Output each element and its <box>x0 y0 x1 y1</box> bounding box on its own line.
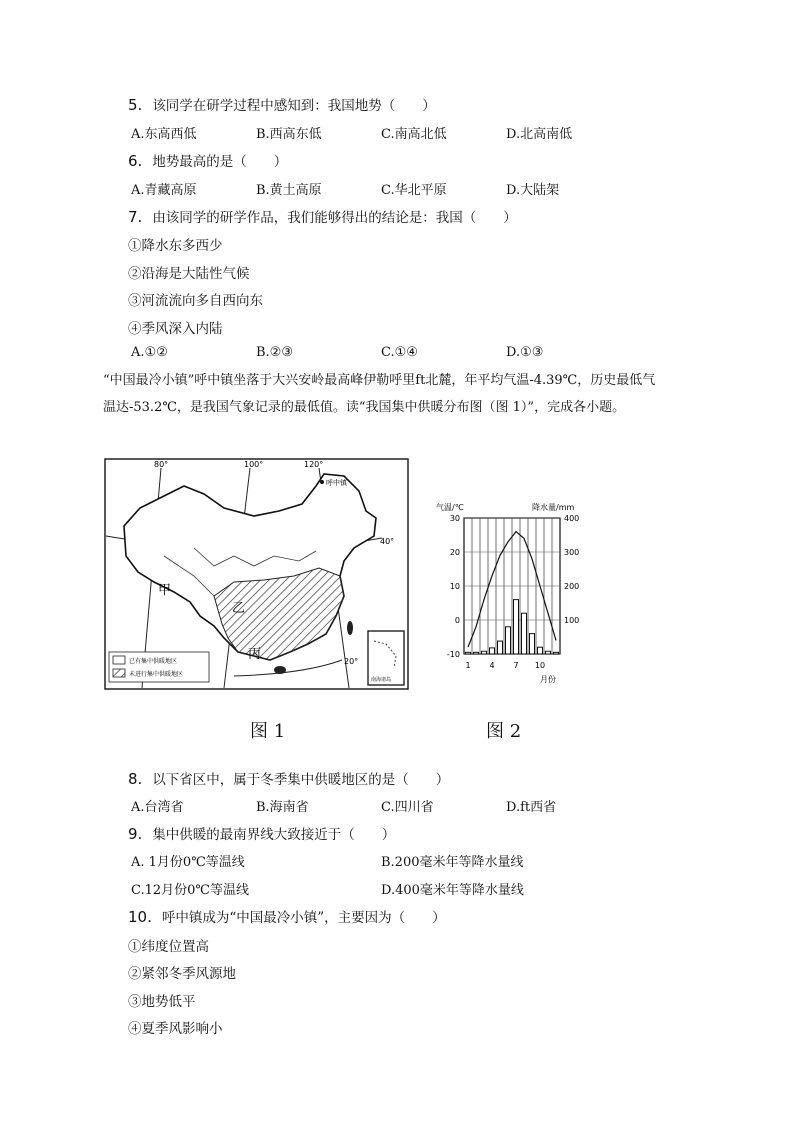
q6-options <box>128 179 688 197</box>
option-c: C.南高北低 <box>381 127 447 142</box>
right-tick-label: 200 <box>564 582 580 591</box>
legend-label: 已有集中供暖地区 <box>129 658 178 665</box>
left-tick-label: 0 <box>454 616 460 625</box>
climate-chart <box>430 496 595 686</box>
question-text: 该同学在研学过程中感知到：我国地势（ ） <box>152 98 436 114</box>
option-c: C.①④ <box>381 345 418 360</box>
question-text: 呼中镇成为“中国最冷小镇”，主要因为（ ） <box>161 910 446 926</box>
question-9 <box>128 823 395 843</box>
passage-line-1: “中国最冷小镇”呼中镇坐落于大兴安岭最高峰伊勒呼里ft北麓，年平均气温-4.39℃，历史最低气 <box>103 373 656 388</box>
precipitation-bar <box>538 647 543 654</box>
q7-item-2: ②沿海是大陆性气候 <box>128 266 250 282</box>
town-label: 呼中镇 <box>326 479 347 487</box>
reading-passage <box>103 367 703 421</box>
q8-options <box>128 796 688 814</box>
left-tick-label: 10 <box>449 582 460 591</box>
region-label-yi: 乙 <box>232 601 246 616</box>
x-tick-label: 7 <box>513 661 519 670</box>
q7-item-1: ①降水东多西少 <box>128 238 223 254</box>
option-c: C.华北平原 <box>381 183 447 198</box>
option-d: D.北高南低 <box>506 127 573 142</box>
question-8 <box>128 768 449 788</box>
precipitation-bar <box>514 600 519 654</box>
q10-item-2: ②紧邻冬季风源地 <box>128 966 236 982</box>
right-tick-label: 300 <box>564 548 580 557</box>
q9-options-row-2 <box>128 879 688 897</box>
option-b: B.②③ <box>256 345 293 360</box>
question-text: 以下省区中，属于冬季集中供暖地区的是（ ） <box>152 772 450 788</box>
precipitation-bar <box>474 652 479 654</box>
legend-label: 未进行集中供暖地区 <box>129 671 184 678</box>
option-d: D.400毫米年等降水量线 <box>381 883 524 898</box>
precipitation-bar <box>498 641 503 654</box>
option-a: A.①② <box>131 345 168 360</box>
q7-item-4: ④季风深入内陆 <box>128 321 223 337</box>
precipitation-bar <box>506 627 511 654</box>
longitude-label: 120° <box>304 460 324 469</box>
figure-2-caption: 图 2 <box>486 721 522 742</box>
option-b: B.200毫米年等降水量线 <box>381 855 524 870</box>
figure-1-caption: 图 1 <box>250 721 286 742</box>
precipitation-bar <box>546 651 551 654</box>
question-number: 7. <box>128 208 143 226</box>
option-c: C.四川省 <box>381 800 434 815</box>
left-tick-label: -10 <box>446 650 460 659</box>
q10-item-3: ③地势低平 <box>128 994 196 1010</box>
right-tick-label: 100 <box>564 616 580 625</box>
right-tick-label: 400 <box>564 514 580 523</box>
longitude-label: 80° <box>154 460 169 469</box>
q10-item-1: ①纬度位置高 <box>128 939 209 955</box>
q7-options <box>128 345 688 363</box>
question-number: 8. <box>128 770 143 788</box>
q7-item-3: ③河流流向多自西向东 <box>128 293 263 309</box>
precipitation-bar <box>482 651 487 654</box>
precipitation-bar <box>466 652 471 654</box>
region-label-bing: 丙 <box>248 647 262 662</box>
legend-swatch-unheated <box>113 669 125 677</box>
legend-swatch-heated <box>113 656 125 664</box>
precipitation-bar <box>530 634 535 654</box>
option-a: A.东高西低 <box>131 127 197 142</box>
left-tick-label: 20 <box>449 548 460 557</box>
option-a: A.青藏高原 <box>131 183 197 198</box>
passage-line-2: 温达-53.2℃，是我国气象记录的最低值。读“我国集中供暖分布图（图 1）”，完成各小题。 <box>103 400 626 415</box>
question-number: 6. <box>128 152 143 170</box>
question-text: 由该同学的研学作品，我们能够得出的结论是：我国（ ） <box>152 210 517 226</box>
x-tick-label: 4 <box>489 661 495 670</box>
x-unit: 月份 <box>540 675 556 684</box>
q5-options <box>128 123 688 141</box>
question-7 <box>128 206 517 226</box>
option-d: D.大陆架 <box>506 183 560 198</box>
left-tick-label: 30 <box>449 514 460 523</box>
question-5 <box>128 94 436 114</box>
taiwan-island <box>347 621 353 635</box>
right-axis-title: 降水量/mm <box>532 503 575 512</box>
latitude-label: 40° <box>380 537 395 546</box>
question-6 <box>128 150 287 170</box>
option-c: C.12月份0℃等温线 <box>131 883 249 898</box>
option-b: B.黄土高原 <box>256 183 322 198</box>
option-a: A. 1月份0℃等温线 <box>131 855 245 870</box>
question-text: 地势最高的是（ ） <box>152 154 288 170</box>
option-a: A.台湾省 <box>131 800 184 815</box>
question-text: 集中供暖的最南界线大致接近于（ ） <box>152 827 396 843</box>
option-d: D.①③ <box>506 345 544 360</box>
question-10 <box>128 906 446 926</box>
left-axis-title: 气温/℃ <box>436 503 464 512</box>
question-number: 10. <box>128 908 152 926</box>
latitude-label: 20° <box>344 657 359 666</box>
hainan-island <box>274 666 286 674</box>
precipitation-bar <box>522 613 527 654</box>
precipitation-bar <box>490 648 495 654</box>
option-b: B.海南省 <box>256 800 309 815</box>
inset-label: 南海诸岛 <box>371 677 392 683</box>
q10-item-4: ④夏季风影响小 <box>128 1021 223 1037</box>
x-tick-label: 10 <box>534 661 546 670</box>
heating-distribution-map <box>104 456 410 692</box>
q9-options-row-1 <box>128 851 688 869</box>
town-marker <box>320 480 324 484</box>
longitude-label: 100° <box>244 460 264 469</box>
option-b: B.西高东低 <box>256 127 322 142</box>
x-tick-label: 1 <box>465 661 471 670</box>
question-number: 5. <box>128 96 143 114</box>
question-number: 9. <box>128 825 143 843</box>
option-d: D.ft西省 <box>506 800 557 815</box>
precipitation-bar <box>554 652 559 654</box>
region-label-jia: 甲 <box>158 583 172 598</box>
